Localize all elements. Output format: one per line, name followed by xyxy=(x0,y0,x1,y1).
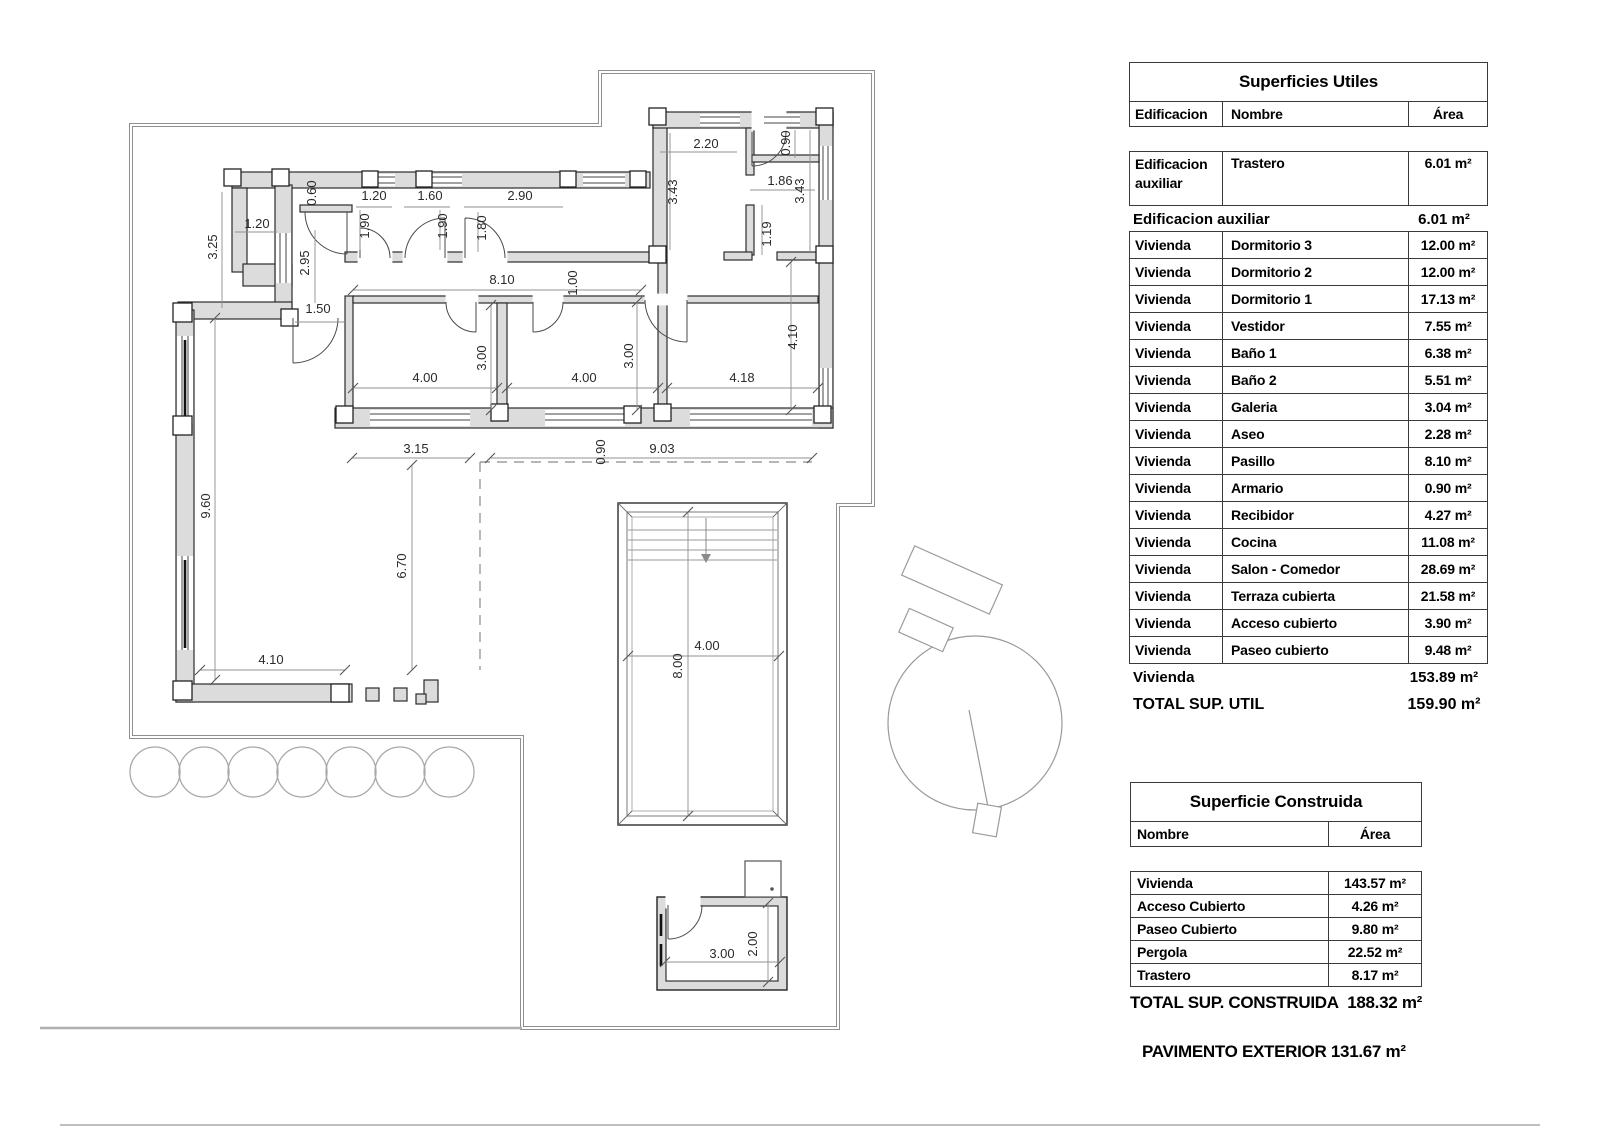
dim-label: 3.43 xyxy=(665,179,680,205)
col-area: Área xyxy=(1328,822,1421,846)
table-row xyxy=(1130,917,1422,941)
table-row xyxy=(1129,609,1488,637)
table-row xyxy=(1130,940,1422,964)
table-column-headers xyxy=(1130,821,1422,847)
superficies-utiles-table xyxy=(1129,62,1488,720)
col-nombre: Nombre xyxy=(1137,826,1189,842)
subtotal-label: Edificacion auxiliar xyxy=(1133,210,1270,228)
dim-label: 1.80 xyxy=(474,215,489,241)
cell-nombre: Trastero xyxy=(1222,152,1409,205)
storage-building xyxy=(657,861,787,990)
subtotal-row xyxy=(1129,206,1488,232)
cell-edificacion: Vivienda xyxy=(1135,372,1191,388)
cell-nombre: Dormitorio 3 xyxy=(1222,232,1409,258)
cell-area: 3.04 m² xyxy=(1424,399,1472,415)
cell-edificacion: Vivienda xyxy=(1135,318,1191,334)
table-row xyxy=(1129,555,1488,583)
table-row xyxy=(1130,894,1422,918)
cell-nombre: Dormitorio 1 xyxy=(1222,286,1409,312)
cell-area: 0.90 m² xyxy=(1424,480,1472,496)
cell-edificacion: Edificacion auxiliar xyxy=(1135,156,1208,191)
cell-nombre: Dormitorio 2 xyxy=(1222,259,1409,285)
dim-label: 1.00 xyxy=(565,270,580,296)
col-nombre: Nombre xyxy=(1222,102,1409,126)
cell-edificacion: Vivienda xyxy=(1135,642,1191,658)
dim-label: 6.70 xyxy=(394,553,409,579)
cell-edificacion: Vivienda xyxy=(1135,507,1191,523)
cell-edificacion: Vivienda xyxy=(1135,291,1191,307)
total-area: 188.32 m² xyxy=(1347,993,1422,1012)
cell-nombre: Vivienda xyxy=(1137,875,1193,891)
cell-area: 6.38 m² xyxy=(1424,345,1472,361)
cell-nombre: Paseo cubierto xyxy=(1222,637,1409,663)
subtotal-area: 153.89 m² xyxy=(1409,668,1479,686)
cell-area: 3.90 m² xyxy=(1424,615,1472,631)
cell-area: 6.01 m² xyxy=(1424,155,1472,171)
cell-nombre: Trastero xyxy=(1137,967,1191,983)
dim-label: 0.90 xyxy=(593,439,608,465)
dim-label: 3.00 xyxy=(474,345,489,371)
cell-area: 28.69 m² xyxy=(1420,561,1476,577)
table-row xyxy=(1129,312,1488,340)
cell-nombre: Salon - Comedor xyxy=(1222,556,1409,582)
cell-nombre: Armario xyxy=(1222,475,1409,501)
tree-row xyxy=(130,747,474,797)
table-row xyxy=(1129,285,1488,313)
total-row xyxy=(1129,690,1488,720)
table-row xyxy=(1129,151,1488,206)
dim-label: 8.10 xyxy=(489,272,515,287)
cell-edificacion: Vivienda xyxy=(1135,399,1191,415)
cell-area: 11.08 m² xyxy=(1421,534,1475,550)
dim-label: 4.00 xyxy=(571,370,597,385)
table-row xyxy=(1129,474,1488,502)
cell-area: 17.13 m² xyxy=(1420,291,1476,307)
table-row xyxy=(1129,420,1488,448)
dim-label: 4.18 xyxy=(729,370,755,385)
table-row xyxy=(1130,871,1422,895)
cell-nombre: Cocina xyxy=(1222,529,1409,555)
dim-label: 1.60 xyxy=(417,188,443,203)
cell-edificacion: Vivienda xyxy=(1135,453,1191,469)
table-row xyxy=(1130,963,1422,987)
cell-area: 21.58 m² xyxy=(1420,588,1476,604)
dim-label: 1.90 xyxy=(435,213,450,239)
cell-nombre: Galeria xyxy=(1222,394,1409,420)
dim-label: 8.00 xyxy=(670,653,685,679)
cell-edificacion: Vivienda xyxy=(1135,426,1191,442)
table-row xyxy=(1129,447,1488,475)
cell-nombre: Paseo Cubierto xyxy=(1137,921,1237,937)
door-swings xyxy=(293,132,786,363)
dim-label: 1.19 xyxy=(759,221,774,247)
dim-label: 1.90 xyxy=(357,213,372,239)
dim-label: 3.00 xyxy=(709,946,735,961)
dim-label: 4.10 xyxy=(258,652,284,667)
cell-area: 8.17 m² xyxy=(1328,964,1421,986)
dim-label: 9.03 xyxy=(649,441,675,456)
dim-label: 9.60 xyxy=(198,493,213,519)
dim-label: 2.95 xyxy=(297,250,312,276)
pavimento-exterior-note: PAVIMENTO EXTERIOR 131.67 m² xyxy=(1142,1042,1406,1061)
table-row xyxy=(1129,339,1488,367)
table-row xyxy=(1129,393,1488,421)
cell-area: 7.55 m² xyxy=(1424,318,1472,334)
table-row xyxy=(1129,366,1488,394)
cell-nombre: Pergola xyxy=(1137,944,1187,960)
dim-label: 1.50 xyxy=(305,301,331,316)
cell-area: 143.57 m² xyxy=(1328,872,1421,894)
cell-area: 8.10 m² xyxy=(1424,453,1472,469)
col-edificacion: Edificacion xyxy=(1135,106,1208,122)
cell-area: 2.28 m² xyxy=(1424,426,1472,442)
table-row xyxy=(1129,528,1488,556)
cell-nombre: Acceso Cubierto xyxy=(1137,898,1246,914)
cell-area: 4.26 m² xyxy=(1328,895,1421,917)
cell-edificacion: Vivienda xyxy=(1135,588,1191,604)
dim-label: 2.20 xyxy=(693,136,719,151)
table-row xyxy=(1129,231,1488,259)
dim-label: 1.20 xyxy=(361,188,387,203)
cell-edificacion: Vivienda xyxy=(1135,264,1191,280)
dim-label: 4.10 xyxy=(785,324,800,350)
dim-label: 0.90 xyxy=(778,130,793,156)
dim-label: 2.90 xyxy=(507,188,533,203)
cell-area: 4.27 m² xyxy=(1424,507,1472,523)
dim-label: 4.00 xyxy=(412,370,438,385)
cell-edificacion: Vivienda xyxy=(1135,561,1191,577)
table-row xyxy=(1129,582,1488,610)
cell-nombre: Aseo xyxy=(1222,421,1409,447)
dim-label: 0.60 xyxy=(304,180,319,206)
dim-label: 2.00 xyxy=(745,931,760,957)
cell-area: 9.80 m² xyxy=(1328,918,1421,940)
dim-label: 3.43 xyxy=(792,178,807,204)
dim-label: 3.25 xyxy=(205,234,220,260)
cell-edificacion: Vivienda xyxy=(1135,615,1191,631)
cell-edificacion: Vivienda xyxy=(1135,534,1191,550)
swimming-pool xyxy=(618,503,787,825)
dim-label: 4.00 xyxy=(694,638,720,653)
total-label: TOTAL SUP. CONSTRUIDA xyxy=(1130,993,1339,1012)
table-column-headers xyxy=(1129,101,1488,127)
dim-label: 1.20 xyxy=(244,216,270,231)
subtotal-row xyxy=(1129,664,1488,690)
cell-nombre: Pasillo xyxy=(1222,448,1409,474)
cell-nombre: Acceso cubierto xyxy=(1222,610,1409,636)
superficie-construida-table xyxy=(1130,782,1422,1013)
cell-edificacion: Vivienda xyxy=(1135,480,1191,496)
total-row xyxy=(1130,993,1422,1013)
dim-label: 3.00 xyxy=(621,343,636,369)
table-row xyxy=(1129,636,1488,664)
subtotal-label: Vivienda xyxy=(1133,668,1195,686)
cell-area: 12.00 m² xyxy=(1420,237,1476,253)
dim-label: 1.86 xyxy=(767,173,793,188)
cell-nombre: Baño 2 xyxy=(1222,367,1409,393)
table-title: Superficies Utiles xyxy=(1129,62,1488,102)
cell-area: 5.51 m² xyxy=(1424,372,1472,388)
cell-edificacion: Vivienda xyxy=(1135,237,1191,253)
cell-nombre: Vestidor xyxy=(1222,313,1409,339)
cell-area: 22.52 m² xyxy=(1328,941,1421,963)
cell-area: 12.00 m² xyxy=(1420,264,1476,280)
total-label: TOTAL SUP. UTIL xyxy=(1133,696,1265,713)
cell-nombre: Baño 1 xyxy=(1222,340,1409,366)
cell-nombre: Terraza cubierta xyxy=(1222,583,1409,609)
table-body xyxy=(1130,871,1422,987)
cell-nombre: Recibidor xyxy=(1222,502,1409,528)
table-row xyxy=(1129,501,1488,529)
table-title: Superficie Construida xyxy=(1130,782,1422,822)
dim-label: 3.15 xyxy=(403,441,429,456)
table-body xyxy=(1129,231,1488,664)
round-pergola xyxy=(888,546,1062,837)
cell-edificacion: Vivienda xyxy=(1135,345,1191,361)
cell-area: 9.48 m² xyxy=(1424,642,1472,658)
col-area: Área xyxy=(1432,106,1464,122)
total-area: 159.90 m² xyxy=(1407,696,1481,713)
table-row xyxy=(1129,258,1488,286)
subtotal-area: 6.01 m² xyxy=(1418,210,1470,228)
